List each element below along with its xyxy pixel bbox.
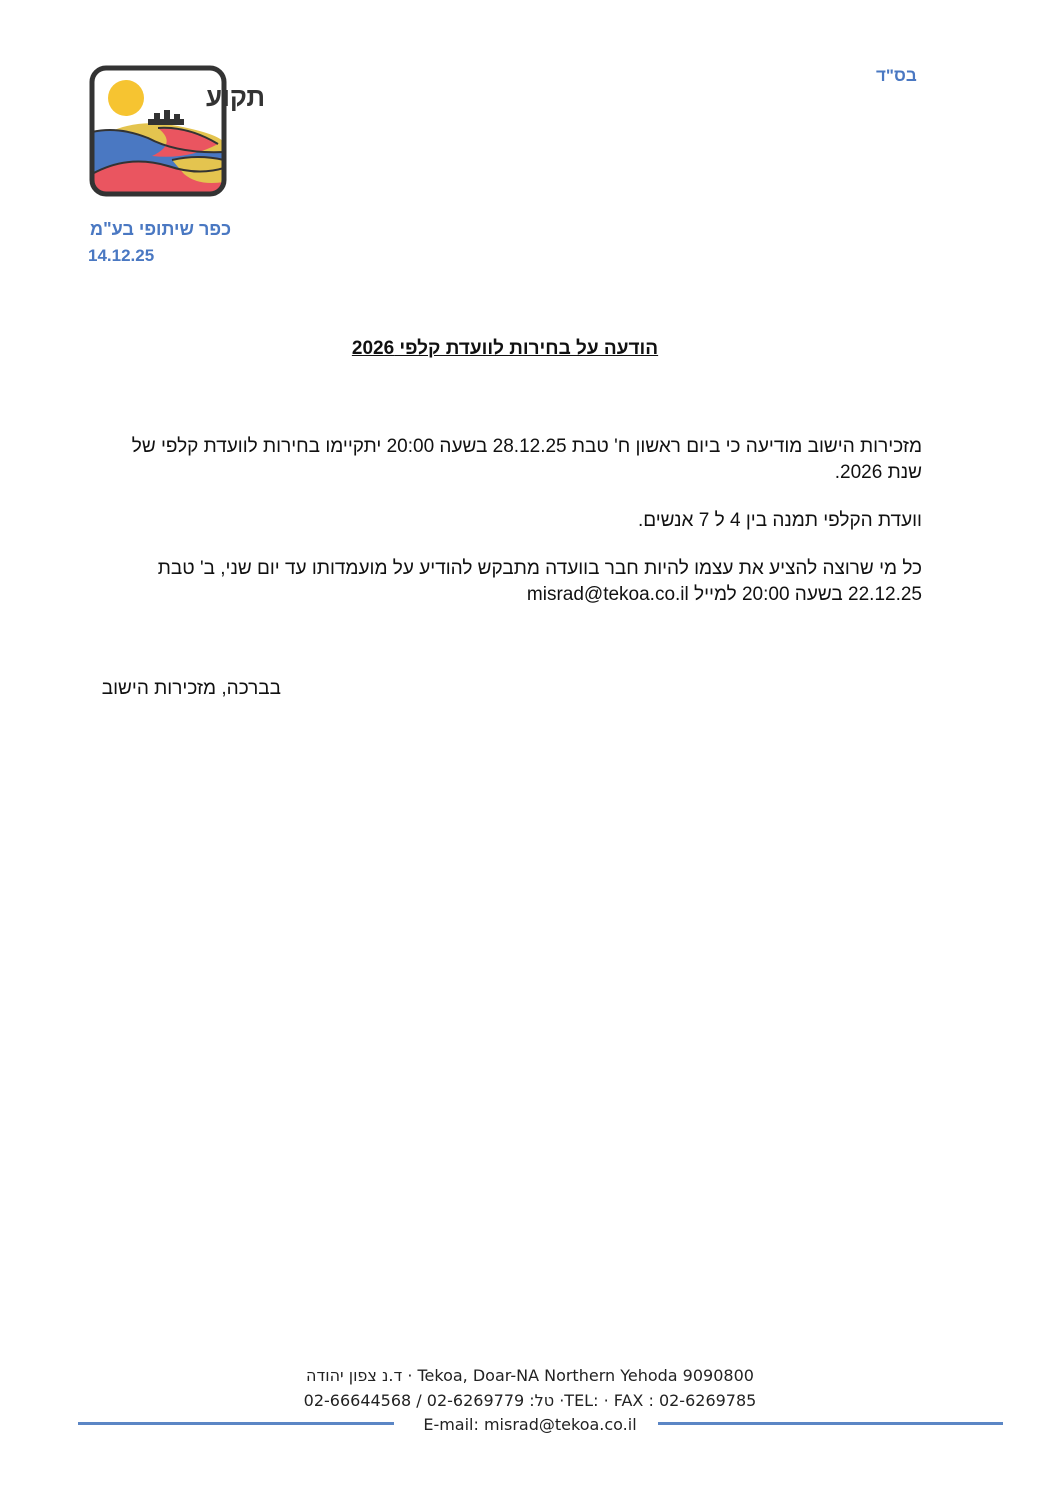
logo-subtitle: כפר שיתופי בע"מ <box>90 219 232 239</box>
signoff: בברכה, מזכירות הישוב <box>101 678 281 699</box>
bsd-header: בס"ד <box>876 66 917 85</box>
footer-address: ד.נ צפון יהודה · Tekoa, Doar-NA Northern Yehoda 9090800 <box>306 1366 754 1385</box>
logo-text: תקוע <box>206 82 266 112</box>
letter-date: 14.12.25 <box>88 246 155 265</box>
footer-email: E-mail: misrad@tekoa.co.il <box>423 1415 637 1434</box>
letter-title: הודעה על בחירות לוועדת קלפי 2026 <box>351 338 659 359</box>
paragraph-committee-size: וועדת הקלפי תמנה בין 4 ל 7 אנשים. <box>637 510 922 531</box>
paragraph-election-date: מזכירות הישוב מודיעה כי ביום ראשון ח' טבת 28.12.25 בשעה 20:00 יתקיימו בחירות לוועדת קלפי של שנת 2026. <box>131 436 922 483</box>
footer-phone: טל: 02-6269779 / 02-66644568 ·TEL: · FAX : 02-6269785 <box>303 1391 757 1410</box>
paragraph-candidacy: כל מי שרוצה להציע את עצמו להיות חבר בוועדה מתבקש להודיע על מועמדותו עד יום שני, ב' טבת 22.12.25 בשעה 20:00 למייל misrad@tekoa.co.il <box>157 558 922 605</box>
tekoa-logo <box>88 64 266 198</box>
